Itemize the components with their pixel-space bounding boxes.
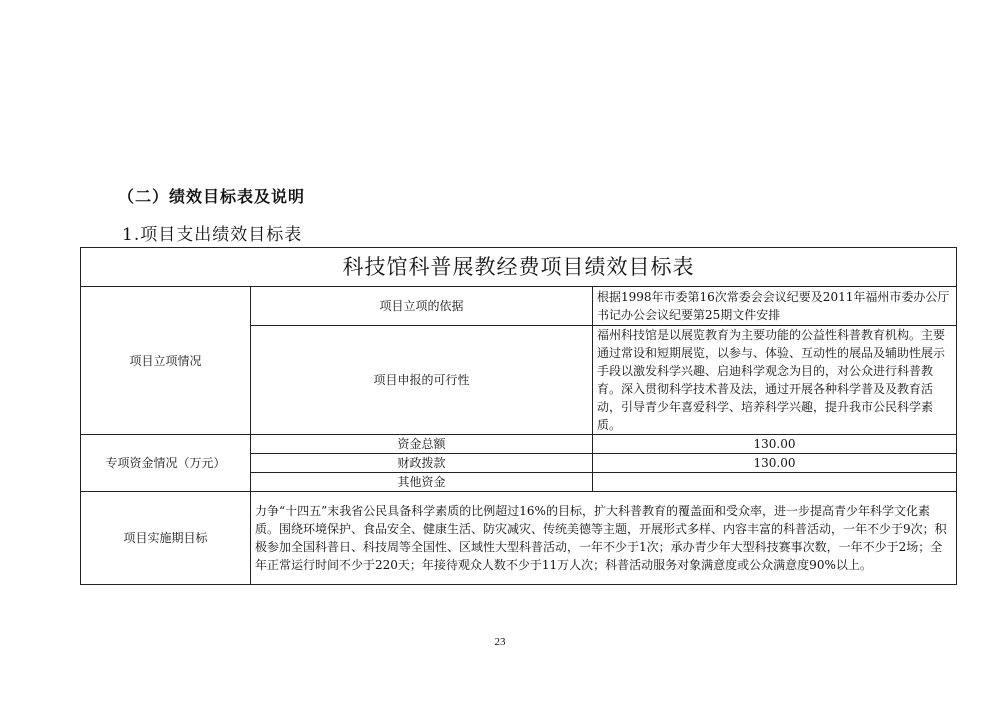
basis-text: 根据1998年市委第16次常委会会议纪要及2011年福州市委办公厅书记办公会议纪要第25期文件安排 <box>593 287 957 326</box>
table-title-row <box>81 248 957 287</box>
target-text: 力争“十四五”末我省公民具备科学素质的比例超过16%的目标，扩大科普教育的覆盖面和受众率，进一步提高青少年科学文化素质。围绕环境保护、食品安全、健康生活、防灾减灾、传统美德等主题，开展形式多样、内容丰富的科普活动，一年不少于9次；积极参加全国科普日、科技周等全国性、区域性大型科普活动，一年不少于1次；承办青少年大型科技赛事次数，一年不少于2场；全年正常运行时间不少于220天；年接待观众人数不少于11万人次；科普活动服务对象满意度或公众满意度90%以上。 <box>251 492 957 585</box>
table-row <box>81 287 957 326</box>
other-funds-value <box>593 473 957 492</box>
funding-total-label: 资金总额 <box>251 435 593 454</box>
funding-label: 专项资金情况（万元） <box>81 435 251 492</box>
fiscal-allocation-value: 130.00 <box>593 454 957 473</box>
project-setup-label: 项目立项情况 <box>81 287 251 435</box>
feasibility-label: 项目申报的可行性 <box>251 326 593 435</box>
performance-target-table <box>80 247 957 585</box>
basis-label: 项目立项的依据 <box>251 287 593 326</box>
page-number: 23 <box>494 636 506 648</box>
other-funds-label: 其他资金 <box>251 473 593 492</box>
section-heading: （二）绩效目标表及说明 <box>118 187 306 206</box>
table-row <box>81 435 957 454</box>
sub-heading: 1.项目支出绩效目标表 <box>122 225 303 245</box>
table-title: 科技馆科普展教经费项目绩效目标表 <box>81 248 957 287</box>
feasibility-text: 福州科技馆是以展览教育为主要功能的公益性科普教育机构。主要通过常设和短期展览，以参与、体验、互动性的展品及辅助性展示手段以激发科学兴趣、启迪科学观念为目的，对公众进行科普教育。深入贯彻科学技术普及法，通过开展各种科学普及及教育活动，引导青少年喜爱科学、培养科学兴趣，提升我市公民科学素质。 <box>593 326 957 435</box>
fiscal-allocation-label: 财政拨款 <box>251 454 593 473</box>
table-row <box>81 492 957 585</box>
funding-total-value: 130.00 <box>593 435 957 454</box>
target-label: 项目实施期目标 <box>81 492 251 585</box>
